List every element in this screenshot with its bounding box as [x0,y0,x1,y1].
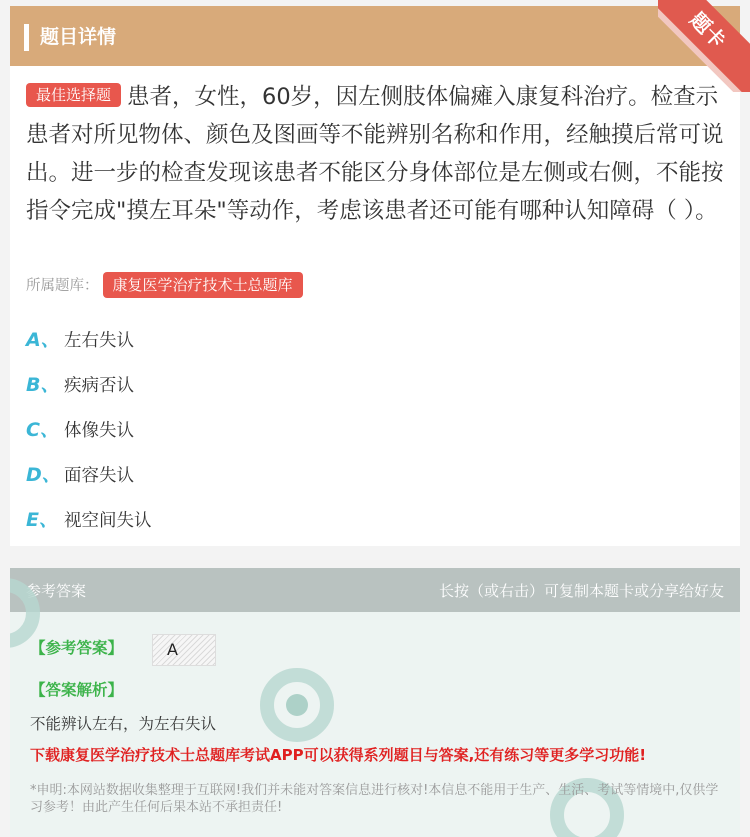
option-letter: E、 [26,509,58,531]
watermark-dot-icon [286,694,308,716]
card-header [10,6,740,66]
option-text: 左右失认 [64,331,134,351]
question-card [10,6,740,546]
option-a[interactable] [26,325,134,355]
analysis-text: 不能辨认左右，为左右失认 [30,715,217,733]
question-text: 患者，女性，60岁，因左侧肢体偏瘫入康复科治疗。检查示患者对所见物体、颜色及图画等不能辨别名称和作用，经触摸后常可说出。进一步的检查发现该患者不能区分身体部位是左侧或右侧，不能按指令完成"摸左耳朵"等动作，考虑该患者还可能有哪种认知障碍（ ）。 [26,84,724,224]
bank-label: 所属题库： [26,278,99,294]
option-c[interactable] [26,415,134,445]
option-d[interactable] [26,460,134,490]
option-letter: D、 [26,464,61,486]
reference-answer-row [30,636,178,666]
reference-answer-label: 【参考答案】 [30,639,124,657]
answer-section [10,568,740,837]
ribbon-label: 题卡 [658,0,750,92]
option-e[interactable] [26,505,152,535]
question-bank-row [26,272,303,299]
disclaimer-text: *申明:本网站数据收集整理于互联网!我们并未能对答案信息进行核对!本信息不能用于生产、生活、考试等情境中,仅供学习参考！由此产生任何后果本站不承担责任! [30,783,719,815]
app-download-promo[interactable]: 下载康复医学治疗技术士总题库考试APP可以获得系列题目与答案,还有练习等更多学习功能! [30,746,647,764]
answer-header [10,568,740,612]
option-text: 体像失认 [64,421,134,441]
option-text: 疾病否认 [64,376,134,396]
question-type-badge: 最佳选择题 [26,83,121,107]
option-b[interactable] [26,370,134,400]
analysis-label: 【答案解析】 [30,681,124,699]
card-title: 题目详情 [40,26,117,48]
reference-answer-value: A [152,634,216,666]
header-accent-bar [24,24,29,51]
option-text: 视空间失认 [64,511,152,531]
question-body [26,78,726,230]
bank-link[interactable]: 康复医学治疗技术士总题库 [103,272,303,298]
option-letter: A、 [26,329,60,351]
option-letter: C、 [26,419,59,441]
share-hint: 长按（或右击）可复制本题卡或分享给好友 [438,582,724,600]
answer-header-title: 参考答案 [26,582,87,600]
option-letter: B、 [26,374,60,396]
option-text: 面容失认 [64,466,134,486]
